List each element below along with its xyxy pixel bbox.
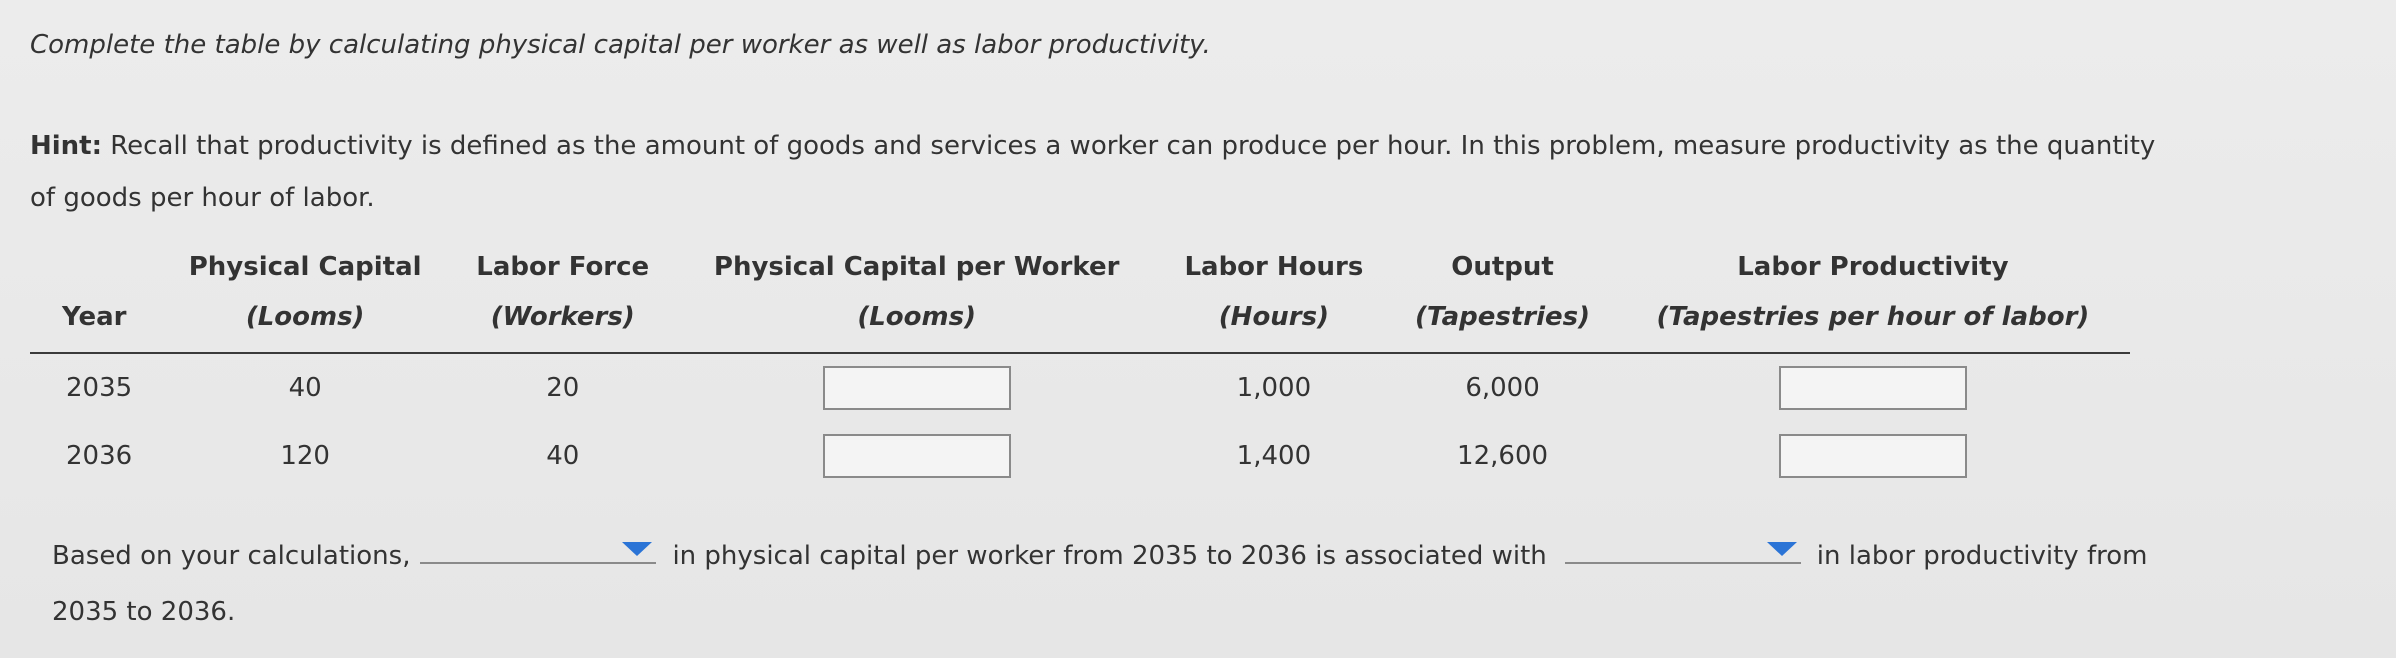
cell-year: 2035 <box>66 373 133 403</box>
instruction-text: Complete the table by calculating physical capital per worker as well as labor productivity. <box>30 30 1211 60</box>
capital-per-worker-input-2036[interactable] <box>823 434 1011 478</box>
cell-output: 6,000 <box>1465 373 1540 403</box>
header-output: Output (Tapestries) <box>1415 252 1591 332</box>
cell-year: 2036 <box>66 441 133 471</box>
cell-labor-force: 20 <box>546 373 580 403</box>
cell-labor-productivity <box>1616 422 2130 490</box>
header-capital-per-worker: Physical Capital per Worker (Looms) <box>713 252 1120 332</box>
dropdown-caret-icon <box>1767 542 1797 556</box>
header-year: Year <box>62 302 127 332</box>
header-labor-force: Labor Force (Workers) <box>476 252 650 332</box>
header-physical-capital: Physical Capital (Looms) <box>188 252 422 332</box>
conclusion-part3: in labor productivity from 2035 to 2036. <box>52 541 2148 627</box>
change-productivity-dropdown[interactable] <box>1565 532 1801 564</box>
labor-productivity-input-2035[interactable] <box>1779 366 1967 410</box>
capital-productivity-table <box>30 242 2130 490</box>
hint-label: Hint: <box>30 131 103 161</box>
cell-labor-productivity <box>1616 353 2130 422</box>
cell-physical-capital: 120 <box>280 441 330 471</box>
conclusion-part1: Based on your calculations, <box>52 541 411 571</box>
cell-capital-per-worker <box>675 422 1159 490</box>
cell-labor-hours: 1,400 <box>1236 441 1312 471</box>
hint-paragraph <box>30 120 2170 224</box>
table-row <box>30 353 2130 422</box>
conclusion-sentence <box>52 528 2152 640</box>
conclusion-part2: in physical capital per worker from 2035 to 2036 is associated with <box>672 541 1547 571</box>
capital-per-worker-input-2035[interactable] <box>823 366 1011 410</box>
cell-output: 12,600 <box>1457 441 1549 471</box>
table-row <box>30 422 2130 490</box>
cell-capital-per-worker <box>675 353 1159 422</box>
cell-labor-hours: 1,000 <box>1236 373 1312 403</box>
dropdown-caret-icon <box>622 542 652 556</box>
cell-labor-force: 40 <box>546 441 580 471</box>
table-header-row <box>30 242 2130 353</box>
labor-productivity-input-2036[interactable] <box>1779 434 1967 478</box>
cell-physical-capital: 40 <box>288 373 322 403</box>
header-labor-productivity: Labor Productivity (Tapestries per hour of labor) <box>1656 252 2090 332</box>
change-capital-dropdown[interactable] <box>420 532 656 564</box>
hint-text: Recall that productivity is defined as the amount of goods and services a worker can produce per hour. In this problem, measure productivity as the quantity of goods per hour of labor. <box>30 131 2156 213</box>
header-labor-hours: Labor Hours (Hours) <box>1184 252 1364 332</box>
